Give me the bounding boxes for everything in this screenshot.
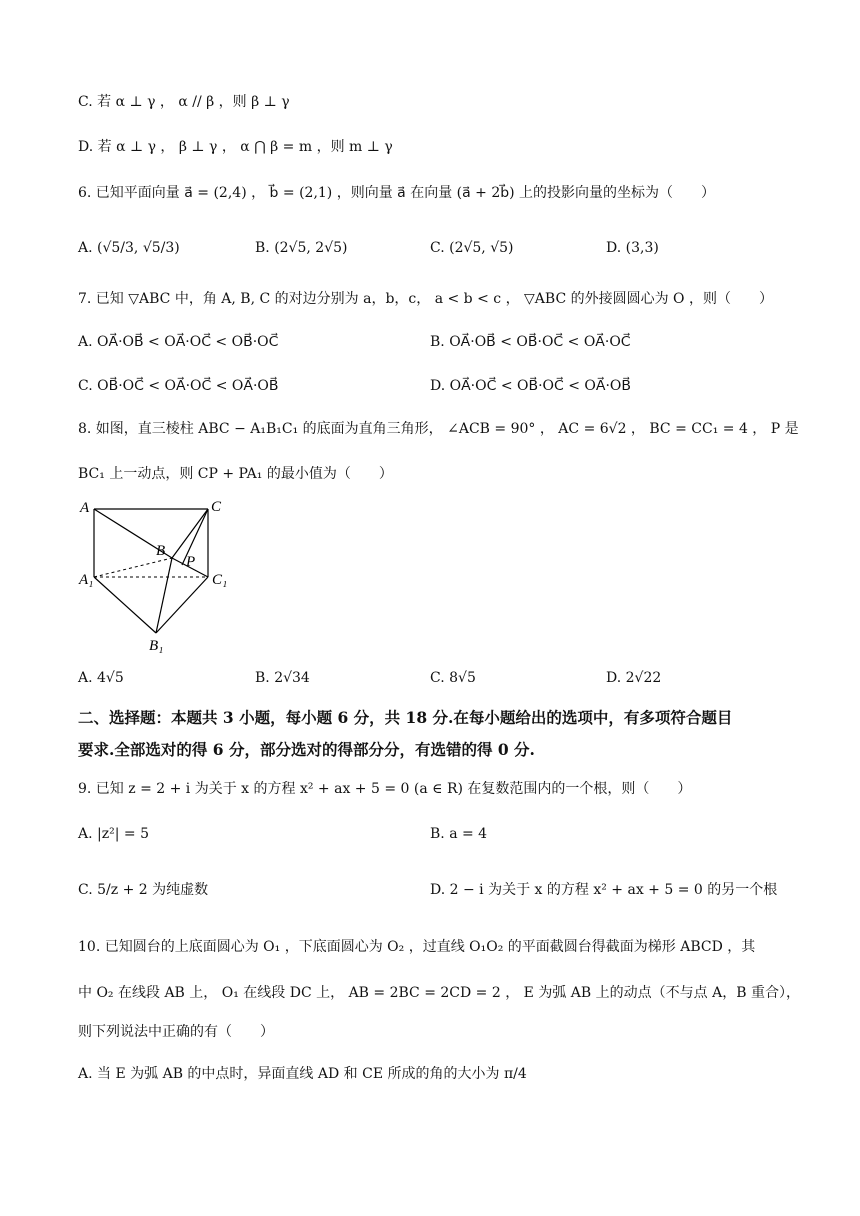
q6-option-c: C. (2√5, √5): [430, 240, 514, 256]
edge-b1c1: [156, 577, 208, 633]
q7-option-c: C. OB⃗·OC⃗ < OA⃗·OC⃗ < OA⃗·OB⃗: [78, 378, 279, 394]
q10-stem-line3: 则下列说法中正确的有（ ）: [78, 1024, 274, 1040]
q6-option-a: A. (√5/3, √5/3): [78, 240, 180, 256]
q6-stem: 6. 已知平面向量 a⃗ = (2,4) ， b⃗ = (2,1) ，则向量 a⃗ 在向量 (a⃗ + 2b⃗) 上的投影向量的坐标为（ ）: [78, 185, 716, 201]
q8-option-b: B. 2√34: [255, 670, 310, 686]
q7-option-a: A. OA⃗·OB⃗ < OA⃗·OC⃗ < OB⃗·OC⃗: [78, 334, 279, 350]
q10-stem-line2: 中 O₂ 在线段 AB 上， O₁ 在线段 DC 上， AB = 2BC = 2CD = 2 ， E 为弧 AB 上的动点（不与点 A，B 重合），: [78, 985, 800, 1001]
q9-option-c: C. 5/z + 2 为纯虚数: [78, 882, 209, 898]
edge-a1b-dashed: [94, 558, 172, 577]
label-c1: C₁: [212, 572, 228, 588]
q7-stem: 7. 已知 ▽ABC 中，角 A, B, C 的对边分别为 a，b，c， a < b < c ， ▽ABC 的外接圆圆心为 O ，则（ ）: [78, 291, 773, 307]
edge-a1b1: [94, 577, 156, 633]
edge-bc: [172, 509, 208, 558]
label-a1: A₁: [79, 572, 94, 588]
label-c: C: [211, 499, 222, 515]
q6-option-d: D. (3,3): [606, 240, 659, 256]
edge-bb1: [156, 558, 172, 633]
label-b: B: [156, 543, 166, 559]
q9-stem: 9. 已知 z = 2 + i 为关于 x 的方程 x² + ax + 5 = 0 (a ∈ R) 在复数范围内的一个根，则（ ）: [78, 781, 692, 797]
q9-option-b: B. a = 4: [430, 826, 488, 842]
q8-option-c: C. 8√5: [430, 670, 476, 686]
prism-figure: [76, 495, 246, 655]
q7-option-b: B. OA⃗·OB⃗ < OB⃗·OC⃗ < OA⃗·OC⃗: [430, 334, 631, 350]
q10-option-a: A. 当 E 为弧 AB 的中点时，异面直线 AD 和 CE 所成的角的大小为 π/4: [78, 1066, 527, 1082]
q10-stem-line1: 10. 已知圆台的上底面圆心为 O₁ ，下底面圆心为 O₂ ，过直线 O₁O₂ 的平面截圆台得截面为梯形 ABCD ，其: [78, 939, 756, 955]
q9-option-a: A. |z²| = 5: [78, 826, 149, 842]
q5-option-d: D. 若 α ⊥ γ ， β ⊥ γ ， α ⋂ β = m ，则 m ⊥ γ: [78, 139, 393, 155]
q6-option-b: B. (2√5, 2√5): [255, 240, 348, 256]
section2-heading-line2: 要求.全部选对的得 6 分，部分选对的得部分分，有选错的得 0 分.: [78, 740, 535, 759]
label-b1: B₁: [149, 638, 164, 654]
q8-stem-line1: 8. 如图，直三棱柱 ABC − A₁B₁C₁ 的底面为直角三角形， ∠ACB = 90° ， AC = 6√2 ， BC = CC₁ = 4 ， P 是: [78, 421, 799, 437]
q5-option-c: C. 若 α ⊥ γ ， α // β ，则 β ⊥ γ: [78, 94, 290, 110]
section2-heading-line1: 二、选择题：本题共 3 小题，每小题 6 分，共 18 分.在每小题给出的选项中，有多项符合题目: [78, 708, 733, 727]
label-a: A: [80, 500, 90, 516]
q8-option-a: A. 4√5: [78, 670, 124, 686]
q9-option-d: D. 2 − i 为关于 x 的方程 x² + ax + 5 = 0 的另一个根: [430, 882, 778, 898]
q8-option-d: D. 2√22: [606, 670, 662, 686]
q7-option-d: D. OA⃗·OC⃗ < OB⃗·OC⃗ < OA⃗·OB⃗: [430, 378, 632, 394]
q8-stem-line2: BC₁ 上一动点，则 CP + PA₁ 的最小值为（ ）: [78, 466, 393, 482]
label-p: P: [186, 554, 196, 570]
